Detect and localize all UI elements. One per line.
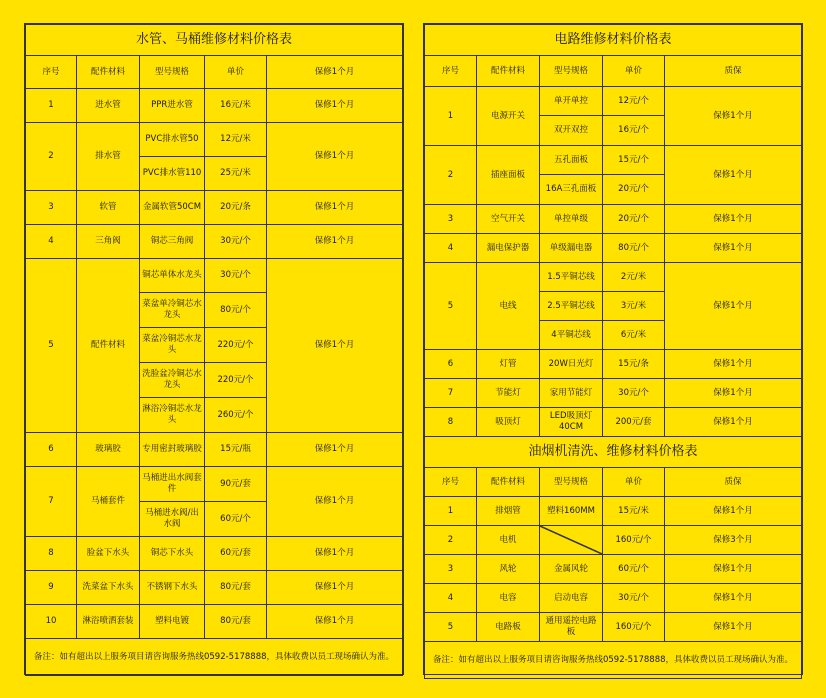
row-price: 80元/个 (603, 234, 665, 263)
header-spec: 型号规格 (140, 56, 205, 89)
row-part: 电路板 (477, 613, 540, 642)
header-no: 序号 (425, 468, 477, 497)
row-part: 排烟管 (477, 497, 540, 526)
row-warranty: 保修1个月 (665, 234, 802, 263)
row-price: 15元/条 (603, 350, 665, 379)
row-warranty: 保修1个月 (665, 205, 802, 234)
row-price: 90元/套 (205, 467, 267, 502)
row-price: 15元/米 (603, 497, 665, 526)
table-row (26, 123, 403, 157)
row-price: 220元/个 (205, 363, 267, 398)
row-warranty: 保修1个月 (267, 433, 403, 467)
table-row (425, 497, 802, 526)
row-no: 4 (425, 234, 477, 263)
row-spec: 16A三孔面板 (540, 175, 603, 205)
row-price: 30元/个 (603, 379, 665, 408)
header-spec: 型号规格 (540, 468, 603, 497)
row-price: 60元/个 (603, 555, 665, 584)
row-no: 2 (425, 526, 477, 555)
row-no: 6 (26, 433, 77, 467)
row-warranty: 保修1个月 (665, 555, 802, 584)
row-part: 电线 (477, 263, 540, 350)
row-price: 160元/个 (603, 526, 665, 555)
header-no: 序号 (425, 56, 477, 87)
row-spec: 家用节能灯 (540, 379, 603, 408)
row-no: 5 (425, 613, 477, 642)
row-part: 节能灯 (477, 379, 540, 408)
row-no: 3 (425, 555, 477, 584)
water-header-row (26, 56, 403, 89)
header-warranty: 保修1个月 (267, 56, 403, 89)
row-part: 灯管 (477, 350, 540, 379)
row-part: 洗菜盆下水头 (77, 571, 140, 605)
row-price: 16元/米 (205, 89, 267, 123)
row-spec: PPR进水管 (140, 89, 205, 123)
table-row (26, 225, 403, 259)
header-price: 单价 (205, 56, 267, 89)
row-spec: 金属软管50CM (140, 191, 205, 225)
row-part: 漏电保护器 (477, 234, 540, 263)
table-row (425, 408, 802, 437)
row-warranty: 保修1个月 (665, 379, 802, 408)
table-row (425, 350, 802, 379)
row-spec: 20W日光灯 (540, 350, 603, 379)
header-part: 配件材料 (477, 468, 540, 497)
row-spec: 洗脸盆冷铜芯水龙头 (140, 363, 205, 398)
row-no: 7 (425, 379, 477, 408)
table-row (26, 605, 403, 639)
row-price: 260元/个 (205, 398, 267, 433)
row-warranty: 保修1个月 (665, 497, 802, 526)
row-no: 2 (26, 123, 77, 191)
header-price: 单价 (603, 56, 665, 87)
row-no: 1 (26, 89, 77, 123)
row-price: 12元/米 (205, 123, 267, 157)
row-no: 1 (425, 87, 477, 146)
header-part: 配件材料 (77, 56, 140, 89)
row-spec: 铜芯三角阀 (140, 225, 205, 259)
row-spec: 通用遥控电路板 (540, 613, 603, 642)
row-spec: 不锈钢下水头 (140, 571, 205, 605)
header-spec: 型号规格 (540, 56, 603, 87)
row-warranty: 保修3个月 (665, 526, 802, 555)
row-no: 1 (425, 497, 477, 526)
electric-header-row (425, 56, 802, 87)
hood-table-title: 油烟机清洗、维修材料价格表 (425, 437, 802, 468)
row-spec: 1.5平铜芯线 (540, 263, 603, 292)
row-spec: 马桶进出水阀套件 (140, 467, 205, 502)
row-no: 4 (26, 225, 77, 259)
row-price: 30元/个 (603, 584, 665, 613)
row-no: 3 (26, 191, 77, 225)
row-warranty: 保修1个月 (267, 191, 403, 225)
row-no: 5 (26, 259, 77, 433)
row-price: 3元/米 (603, 292, 665, 321)
row-price: 25元/米 (205, 157, 267, 191)
row-part: 电机 (477, 526, 540, 555)
hood-note: 备注：如有超出以上服务项目请咨询服务热线0592-5178888，具体收费以员工现场确认为准。 (425, 642, 802, 679)
row-spec: 单级漏电器 (540, 234, 603, 263)
row-warranty: 保修1个月 (267, 89, 403, 123)
row-warranty: 保修1个月 (267, 225, 403, 259)
row-warranty: 保修1个月 (665, 584, 802, 613)
row-price: 6元/米 (603, 321, 665, 350)
row-no: 8 (425, 408, 477, 437)
row-no: 9 (26, 571, 77, 605)
row-price: 60元/套 (205, 537, 267, 571)
table-row (425, 146, 802, 175)
row-warranty: 保修1个月 (267, 259, 403, 433)
row-warranty: 保修1个月 (665, 350, 802, 379)
row-spec: 塑料电镀 (140, 605, 205, 639)
electric-table-title: 电路维修材料价格表 (425, 25, 802, 56)
row-no: 4 (425, 584, 477, 613)
row-part: 淋浴喷洒套装 (77, 605, 140, 639)
row-spec: 单控单级 (540, 205, 603, 234)
header-price: 单价 (603, 468, 665, 497)
electric-price-table (424, 24, 802, 679)
row-spec-diagonal (540, 526, 603, 555)
row-no: 5 (425, 263, 477, 350)
row-spec: LED吸顶灯40CM (540, 408, 603, 437)
row-spec: 专用密封玻璃胶 (140, 433, 205, 467)
table-row (425, 555, 802, 584)
row-spec: PVC排水管110 (140, 157, 205, 191)
row-no: 3 (425, 205, 477, 234)
row-part: 软管 (77, 191, 140, 225)
row-part: 吸顶灯 (477, 408, 540, 437)
row-part: 电源开关 (477, 87, 540, 146)
table-row (425, 263, 802, 292)
row-part: 进水管 (77, 89, 140, 123)
row-part: 电容 (477, 584, 540, 613)
header-warranty: 质保 (665, 468, 802, 497)
header-warranty: 质保 (665, 56, 802, 87)
row-warranty: 保修1个月 (267, 605, 403, 639)
row-part: 玻璃胶 (77, 433, 140, 467)
table-row (26, 259, 403, 293)
row-warranty: 保修1个月 (665, 146, 802, 205)
row-price: 20元/条 (205, 191, 267, 225)
row-spec: 塑料160MM (540, 497, 603, 526)
table-row (26, 537, 403, 571)
row-price: 15元/个 (603, 146, 665, 175)
row-price: 80元/套 (205, 571, 267, 605)
hood-header-row (425, 468, 802, 497)
row-spec: 五孔面板 (540, 146, 603, 175)
row-price: 16元/个 (603, 116, 665, 146)
table-row (425, 234, 802, 263)
row-price: 80元/个 (205, 293, 267, 328)
row-price: 2元/米 (603, 263, 665, 292)
diagonal-line-icon (540, 526, 602, 554)
row-price: 200元/套 (603, 408, 665, 437)
row-spec: 铜芯下水头 (140, 537, 205, 571)
row-spec: 启动电容 (540, 584, 603, 613)
table-row (26, 433, 403, 467)
water-table-title: 水管、马桶维修材料价格表 (26, 25, 403, 56)
row-no: 7 (26, 467, 77, 537)
row-spec: 淋浴冷铜芯水龙头 (140, 398, 205, 433)
table-row (425, 584, 802, 613)
row-spec: 菜盆单冷铜芯水龙头 (140, 293, 205, 328)
row-spec: 菜盆冷铜芯水龙头 (140, 328, 205, 363)
water-price-table (25, 24, 403, 676)
row-part: 空气开关 (477, 205, 540, 234)
row-warranty: 保修1个月 (267, 571, 403, 605)
table-row (26, 467, 403, 502)
row-spec: 2.5平铜芯线 (540, 292, 603, 321)
row-part: 插座面板 (477, 146, 540, 205)
row-part: 马桶套件 (77, 467, 140, 537)
row-price: 20元/个 (603, 175, 665, 205)
row-part: 风轮 (477, 555, 540, 584)
row-warranty: 保修1个月 (267, 537, 403, 571)
row-no: 8 (26, 537, 77, 571)
row-price: 80元/套 (205, 605, 267, 639)
row-warranty: 保修1个月 (267, 467, 403, 537)
row-spec: 单开单控 (540, 87, 603, 116)
table-row (425, 613, 802, 642)
row-warranty: 保修1个月 (665, 408, 802, 437)
row-spec: 双开双控 (540, 116, 603, 146)
row-part: 配件材料 (77, 259, 140, 433)
table-row (425, 526, 802, 555)
row-spec: 4平铜芯线 (540, 321, 603, 350)
table-row (425, 205, 802, 234)
row-warranty: 保修1个月 (267, 123, 403, 191)
row-no: 2 (425, 146, 477, 205)
row-spec: 铜芯单体水龙头 (140, 259, 205, 293)
row-price: 15元/瓶 (205, 433, 267, 467)
row-price: 20元/个 (603, 205, 665, 234)
row-price: 30元/个 (205, 259, 267, 293)
table-row (26, 571, 403, 605)
row-part: 脸盆下水头 (77, 537, 140, 571)
row-price: 220元/个 (205, 328, 267, 363)
row-spec: 马桶进水阀/出水阀 (140, 502, 205, 537)
row-part: 排水管 (77, 123, 140, 191)
electric-hood-panel (423, 23, 803, 675)
row-price: 60元/个 (205, 502, 267, 537)
row-no: 10 (26, 605, 77, 639)
row-price: 12元/个 (603, 87, 665, 116)
water-price-panel (24, 23, 404, 675)
table-row (425, 379, 802, 408)
row-warranty: 保修1个月 (665, 263, 802, 350)
table-row (425, 87, 802, 116)
row-price: 160元/个 (603, 613, 665, 642)
row-no: 6 (425, 350, 477, 379)
row-spec: 金属风轮 (540, 555, 603, 584)
header-part: 配件材料 (477, 56, 540, 87)
table-row (26, 89, 403, 123)
row-warranty: 保修1个月 (665, 613, 802, 642)
row-warranty: 保修1个月 (665, 87, 802, 146)
row-price: 30元/个 (205, 225, 267, 259)
row-spec: PVC排水管50 (140, 123, 205, 157)
table-row (26, 191, 403, 225)
header-no: 序号 (26, 56, 77, 89)
row-part: 三角阀 (77, 225, 140, 259)
water-note: 备注：如有超出以上服务项目请咨询服务热线0592-5178888，具体收费以员工现场确认为准。 (26, 639, 403, 676)
